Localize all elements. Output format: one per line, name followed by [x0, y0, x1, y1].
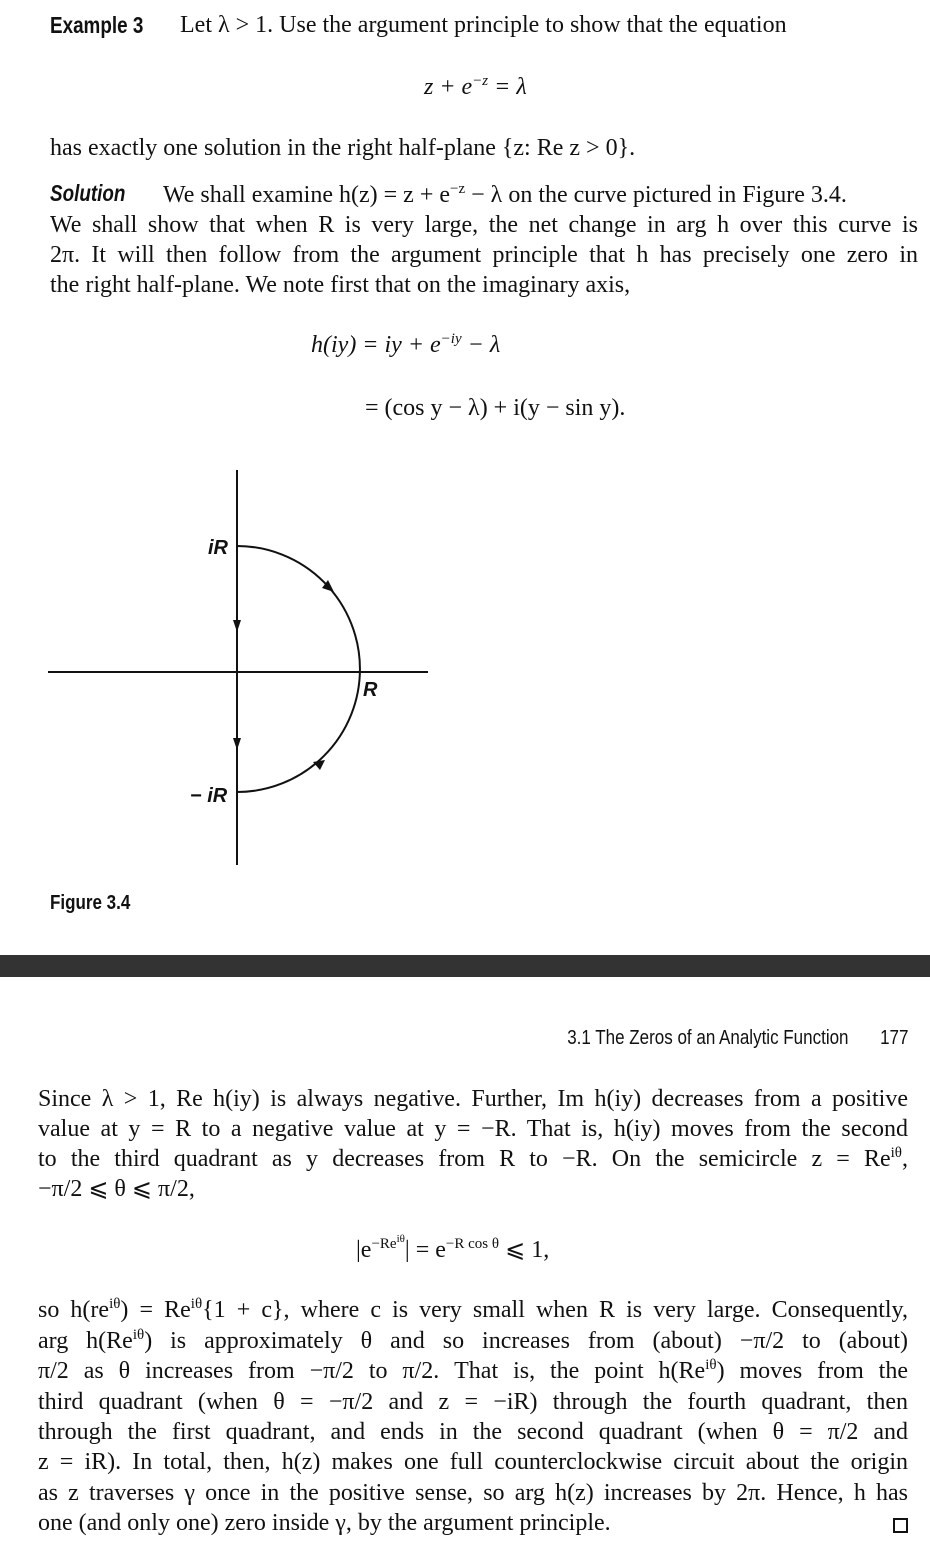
- para2-line1: so $h(re^{i\theta}) = Re^{i\theta}\{1 + c\}$, where c is very small when R is very large. Consequently,: [38, 1296, 908, 1323]
- down-arrow-lower: [233, 738, 241, 750]
- para1-line3: to the third quadrant as y decreases from R to −R. On the semicircle $z = Re^{i\theta}$,: [38, 1145, 908, 1172]
- qed-box-icon: [893, 1518, 908, 1533]
- semicircle-arc: [237, 546, 360, 792]
- solution-line4: the right half-plane. We note first that on the imaginary axis,: [50, 272, 631, 298]
- label-R: R: [363, 679, 378, 701]
- example-equation: $z + e^{-z} = \lambda$: [424, 73, 527, 100]
- para2-line5: through the first quadrant, and ends in the second quadrant (when θ = π/2 and: [38, 1419, 908, 1445]
- page-separator: [0, 955, 930, 977]
- example-statement-line1: Let λ > 1. Use the argument principle to show that the equation: [180, 12, 787, 38]
- running-head: [567, 1027, 908, 1050]
- display-equation-row2: = (cos y − λ) + i(y − sin y).: [365, 395, 626, 421]
- figure-caption: Figure 3.4: [50, 892, 131, 914]
- para1-line2: value at y = R to a negative value at y = −R. That is, h(iy) moves from the second: [38, 1116, 908, 1142]
- para2-line7: as z traverses γ once in the positive sense, so arg h(z) increases by 2π. Hence, h has: [38, 1480, 908, 1506]
- para2-line4: third quadrant (when θ = −π/2 and z = −iR) through the fourth quadrant, then: [38, 1389, 908, 1415]
- running-head-title: 3.1 The Zeros of an Analytic Function: [566, 1027, 849, 1049]
- down-arrow-upper: [233, 620, 241, 632]
- label-minus-iR: − iR: [190, 785, 228, 807]
- para2-line3: π/2 as θ increases from −π/2 to π/2. That is, the point $h(Re^{i\theta})$ moves from the: [38, 1357, 908, 1384]
- page-number: 177: [879, 1027, 908, 1049]
- para1-line4: −π/2 ⩽ θ ⩽ π/2,: [38, 1176, 195, 1202]
- inequality: $|e^{-Re^{i\theta}}| = e^{-R cos \theta}$ ⩽ 1,: [356, 1233, 550, 1263]
- para1-line1: Since λ > 1, Re h(iy) is always negative. Further, Im h(iy) decreases from a positive: [38, 1086, 908, 1112]
- solution-line2: We shall show that when R is very large, the net change in arg h over this curve is: [50, 212, 918, 238]
- solution-label: Solution: [50, 180, 126, 206]
- para2-line8: one (and only one) zero inside γ, by the argument principle.: [38, 1510, 611, 1536]
- figure-contour: [0, 460, 930, 880]
- para2-line6: z = iR). In total, then, h(z) makes one full counterclockwise circuit about the origin: [38, 1449, 908, 1475]
- bottom-page: [0, 977, 930, 1549]
- label-iR: iR: [208, 537, 228, 559]
- solution-line1: We shall examine $h(z) = z + e^{-z} - \lambda$ on the curve pictured in Figure 3.4.: [163, 181, 847, 208]
- para2-line2: arg $h(Re^{i\theta})$ is approximately θ and so increases from (about) −π/2 to (about): [38, 1327, 908, 1354]
- display-equation-row1: h(iy) = iy + $e^{-iy} - \lambda$: [311, 331, 501, 358]
- example-statement-line2: has exactly one solution in the right half-plane {z: Re z > 0}.: [50, 135, 636, 161]
- solution-line3: 2π. It will then follow from the argument principle that h has precisely one zero in: [50, 242, 918, 268]
- example-label: Example 3: [50, 12, 144, 38]
